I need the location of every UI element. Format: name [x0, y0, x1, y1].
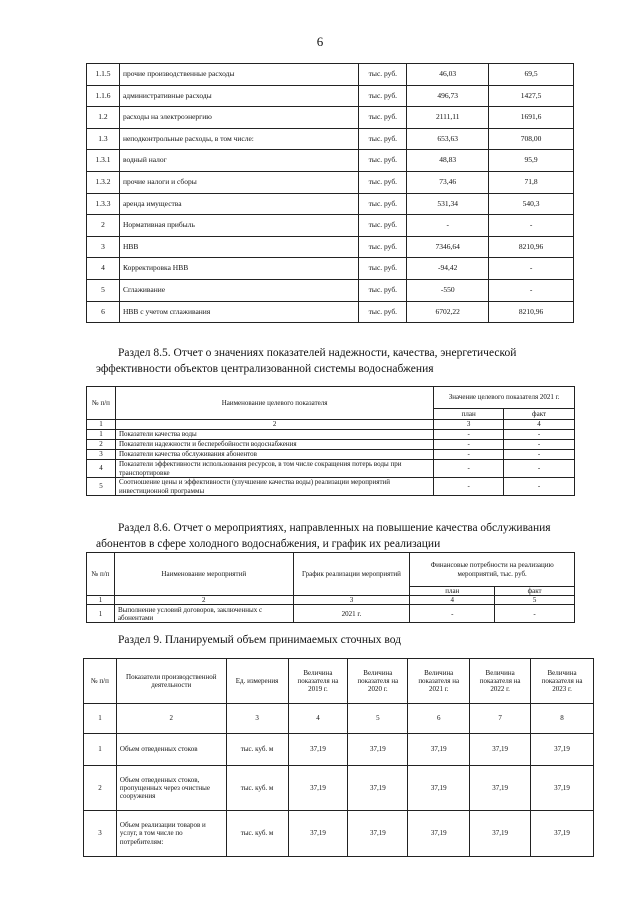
t1-row-unit: тыс. руб. — [359, 301, 407, 323]
t1-row-num: 1.1.5 — [87, 64, 120, 86]
t4-header-cell: Величина показателя на 2022 г. — [470, 659, 531, 704]
t4-header-cell: № п/п — [84, 659, 117, 704]
t1-row-num: 6 — [87, 301, 120, 323]
t4-index-cell: 6 — [408, 704, 470, 734]
t4-index-cell: 1 — [84, 704, 117, 734]
table-row — [87, 258, 574, 280]
t2-row-plan: - — [434, 430, 504, 440]
t4-row-unit: тыс. куб. м — [226, 734, 288, 766]
t1-row-unit: тыс. руб. — [359, 193, 407, 215]
measures-table — [86, 552, 575, 623]
t4-row-name: Объем реализации товаров и услуг, в том числе по потребителям: — [116, 811, 226, 857]
table-row — [87, 478, 575, 496]
t4-row-value: 37,19 — [288, 811, 348, 857]
section-8-5-heading: Раздел 8.5. Отчет о значениях показателей надежности, качества, энергетической эффективности объектов централизованной системы водоснабжения — [96, 347, 517, 375]
t1-row-unit: тыс. руб. — [359, 85, 407, 107]
t4-row-value: 37,19 — [531, 766, 594, 811]
t1-row-value-1: -94,42 — [407, 258, 489, 280]
t4-header-cell: Ед. измерения — [226, 659, 288, 704]
table-row — [84, 766, 594, 811]
t1-row-name: неподконтрольные расходы, в том числе: — [119, 128, 358, 150]
t4-row-value: 37,19 — [288, 734, 348, 766]
t2-row-name: Показатели надежности и бесперебойности водоснабжения — [115, 440, 433, 450]
t1-row-value-2: 540,3 — [489, 193, 574, 215]
t4-header-cell: Величина показателя на 2020 г. — [348, 659, 408, 704]
t2-index-cell: 1 — [87, 420, 116, 430]
t1-row-name: Корректировка НВВ — [119, 258, 358, 280]
page-number: 6 — [316, 34, 324, 49]
t1-row-num: 1.3 — [87, 128, 120, 150]
table-row — [87, 150, 574, 172]
t1-row-unit: тыс. руб. — [359, 215, 407, 237]
t2-header-value: Значение целевого показателя 2021 г. — [434, 387, 575, 409]
table-row — [87, 215, 574, 237]
table-row — [87, 171, 574, 193]
table-row — [87, 301, 574, 323]
t2-row-name: Соотношение цены и эффективности (улучшение качества воды) реализации мероприятий инвестиционной программы — [115, 478, 433, 496]
t2-row-num: 2 — [87, 440, 116, 450]
t2-row-fact: - — [504, 460, 575, 478]
t3-header-schedule: График реализации мероприятий — [293, 553, 410, 596]
t1-row-value-2: 708,00 — [489, 128, 574, 150]
t4-header-cell: Величина показателя на 2019 г. — [288, 659, 348, 704]
t2-row-fact: - — [504, 440, 575, 450]
t2-row-num: 5 — [87, 478, 116, 496]
t1-row-unit: тыс. руб. — [359, 171, 407, 193]
t1-row-value-2: 71,8 — [489, 171, 574, 193]
t3-header-fin: Финансовые потребности на реализацию мероприятий, тыс. руб. — [410, 553, 575, 587]
t1-row-unit: тыс. руб. — [359, 128, 407, 150]
table-row — [87, 107, 574, 129]
t4-row-value: 37,19 — [470, 766, 531, 811]
t4-header-cell: Величина показателя на 2021 г. — [408, 659, 470, 704]
t4-row-value: 37,19 — [531, 811, 594, 857]
t2-index-cell: 3 — [434, 420, 504, 430]
t4-row-value: 37,19 — [470, 811, 531, 857]
t2-row-num: 4 — [87, 460, 116, 478]
t1-row-value-1: -550 — [407, 279, 489, 301]
t3-index-cell: 2 — [114, 596, 293, 605]
t1-row-value-2: - — [489, 279, 574, 301]
wastewater-table — [83, 658, 594, 857]
table-row — [84, 734, 594, 766]
t1-row-value-1: 653,63 — [407, 128, 489, 150]
t1-row-num: 1.3.2 — [87, 171, 120, 193]
t1-row-value-2: 1427,5 — [489, 85, 574, 107]
t1-row-name: прочие производственные расходы — [119, 64, 358, 86]
t2-header-fact: факт — [504, 409, 575, 420]
table-row — [87, 64, 574, 86]
t1-row-num: 1.2 — [87, 107, 120, 129]
t4-row-num: 1 — [84, 734, 117, 766]
t4-header-cell: Показатели производственной деятельности — [116, 659, 226, 704]
t2-index-cell: 2 — [115, 420, 433, 430]
t3-row-name: Выполнение условий договоров, заключенных с абонентами — [114, 605, 293, 623]
table-row — [87, 85, 574, 107]
t1-row-value-1: 2111,11 — [407, 107, 489, 129]
t2-row-plan: - — [434, 450, 504, 460]
t1-row-value-1: 496,73 — [407, 85, 489, 107]
t1-row-name: НВВ — [119, 236, 358, 258]
table-row — [87, 440, 575, 450]
t2-row-plan: - — [434, 460, 504, 478]
t4-row-value: 37,19 — [348, 766, 408, 811]
t2-header-num: № п/п — [87, 387, 116, 420]
target-indicators-table — [86, 386, 575, 496]
t3-index-cell: 3 — [293, 596, 410, 605]
table-row — [87, 460, 575, 478]
t1-row-name: прочие налоги и сборы — [119, 171, 358, 193]
t3-header-name: Наименование мероприятий — [114, 553, 293, 596]
t3-row-plan: - — [410, 605, 495, 623]
t1-row-num: 2 — [87, 215, 120, 237]
t1-row-value-2: 1691,6 — [489, 107, 574, 129]
t1-row-name: административные расходы — [119, 85, 358, 107]
t2-row-name: Показатели качества обслуживания абонентов — [115, 450, 433, 460]
t1-row-num: 3 — [87, 236, 120, 258]
t2-row-plan: - — [434, 440, 504, 450]
t4-index-cell: 7 — [470, 704, 531, 734]
table-row — [87, 236, 574, 258]
t4-row-num: 3 — [84, 811, 117, 857]
t1-row-name: расходы на электроэнергию — [119, 107, 358, 129]
t1-row-num: 5 — [87, 279, 120, 301]
table-row — [87, 450, 575, 460]
t1-row-unit: тыс. руб. — [359, 258, 407, 280]
t1-row-value-1: 46,03 — [407, 64, 489, 86]
t4-index-cell: 8 — [531, 704, 594, 734]
t2-row-name: Показатели качества воды — [115, 430, 433, 440]
t3-index-cell: 1 — [87, 596, 115, 605]
t3-header-plan: план — [410, 587, 495, 596]
t4-row-value: 37,19 — [408, 811, 470, 857]
t2-row-fact: - — [504, 478, 575, 496]
t1-row-value-1: 531,34 — [407, 193, 489, 215]
t4-row-value: 37,19 — [470, 734, 531, 766]
t1-row-unit: тыс. руб. — [359, 236, 407, 258]
table-row — [87, 430, 575, 440]
t2-row-fact: - — [504, 450, 575, 460]
t1-row-value-2: - — [489, 215, 574, 237]
t1-row-num: 1.3.1 — [87, 150, 120, 172]
table-row — [87, 128, 574, 150]
t1-row-num: 1.3.3 — [87, 193, 120, 215]
t3-header-fact: факт — [495, 587, 575, 596]
t1-row-value-1: - — [407, 215, 489, 237]
t1-row-num: 1.1.6 — [87, 85, 120, 107]
cost-table — [86, 63, 574, 323]
t2-row-plan: - — [434, 478, 504, 496]
t2-row-fact: - — [504, 430, 575, 440]
t4-row-num: 2 — [84, 766, 117, 811]
t4-index-cell: 2 — [116, 704, 226, 734]
t3-index-cell: 4 — [410, 596, 495, 605]
t1-row-unit: тыс. руб. — [359, 64, 407, 86]
t4-index-cell: 4 — [288, 704, 348, 734]
t4-row-value: 37,19 — [408, 766, 470, 811]
t3-row-num: 1 — [87, 605, 115, 623]
t2-row-num: 3 — [87, 450, 116, 460]
t3-row-fact: - — [495, 605, 575, 623]
t1-row-name: Нормативная прибыль — [119, 215, 358, 237]
t3-header-num: № п/п — [87, 553, 115, 596]
section-8-6-heading: Раздел 8.6. Отчет о мероприятиях, направленных на повышение качества обслуживания абонентов в сфере холодного водоснабжения, и график их реализации — [96, 522, 551, 550]
t1-row-num: 4 — [87, 258, 120, 280]
t1-row-name: Сглаживание — [119, 279, 358, 301]
t2-header-plan: план — [434, 409, 504, 420]
t4-row-value: 37,19 — [408, 734, 470, 766]
t1-row-unit: тыс. руб. — [359, 107, 407, 129]
t4-row-name: Объем отведенных стоков — [116, 734, 226, 766]
t1-row-value-2: 8210,96 — [489, 236, 574, 258]
t4-row-value: 37,19 — [288, 766, 348, 811]
t4-row-value: 37,19 — [531, 734, 594, 766]
t4-row-unit: тыс. куб. м — [226, 811, 288, 857]
t1-row-unit: тыс. руб. — [359, 150, 407, 172]
table-row — [84, 811, 594, 857]
t1-row-value-2: 95,9 — [489, 150, 574, 172]
t1-row-value-1: 7346,64 — [407, 236, 489, 258]
t4-row-unit: тыс. куб. м — [226, 766, 288, 811]
t1-row-value-1: 73,46 — [407, 171, 489, 193]
t2-row-name: Показатели эффективности использования ресурсов, в том числе сокращения потерь воды при транспортировке — [115, 460, 433, 478]
t1-row-value-1: 48,83 — [407, 150, 489, 172]
t4-row-name: Объем отведенных стоков, пропущенных через очистные сооружения — [116, 766, 226, 811]
t1-row-value-1: 6702,22 — [407, 301, 489, 323]
t3-index-cell: 5 — [495, 596, 575, 605]
t2-index-cell: 4 — [504, 420, 575, 430]
t1-row-value-2: 69,5 — [489, 64, 574, 86]
t1-row-value-2: 8210,96 — [489, 301, 574, 323]
t3-row-schedule: 2021 г. — [293, 605, 410, 623]
t1-row-name: НВВ с учетом сглаживания — [119, 301, 358, 323]
t2-header-name: Наименование целевого показателя — [115, 387, 433, 420]
t4-row-value: 37,19 — [348, 734, 408, 766]
t4-row-value: 37,19 — [348, 811, 408, 857]
t4-index-cell: 5 — [348, 704, 408, 734]
t4-header-cell: Величина показателя на 2023 г. — [531, 659, 594, 704]
t1-row-value-2: - — [489, 258, 574, 280]
section-9-heading: Раздел 9. Планируемый объем принимаемых сточных вод — [118, 634, 401, 646]
t2-row-num: 1 — [87, 430, 116, 440]
t1-row-name: водный налог — [119, 150, 358, 172]
t1-row-unit: тыс. руб. — [359, 279, 407, 301]
t1-row-name: аренда имущества — [119, 193, 358, 215]
t4-index-cell: 3 — [226, 704, 288, 734]
table-row — [87, 193, 574, 215]
table-row — [87, 279, 574, 301]
